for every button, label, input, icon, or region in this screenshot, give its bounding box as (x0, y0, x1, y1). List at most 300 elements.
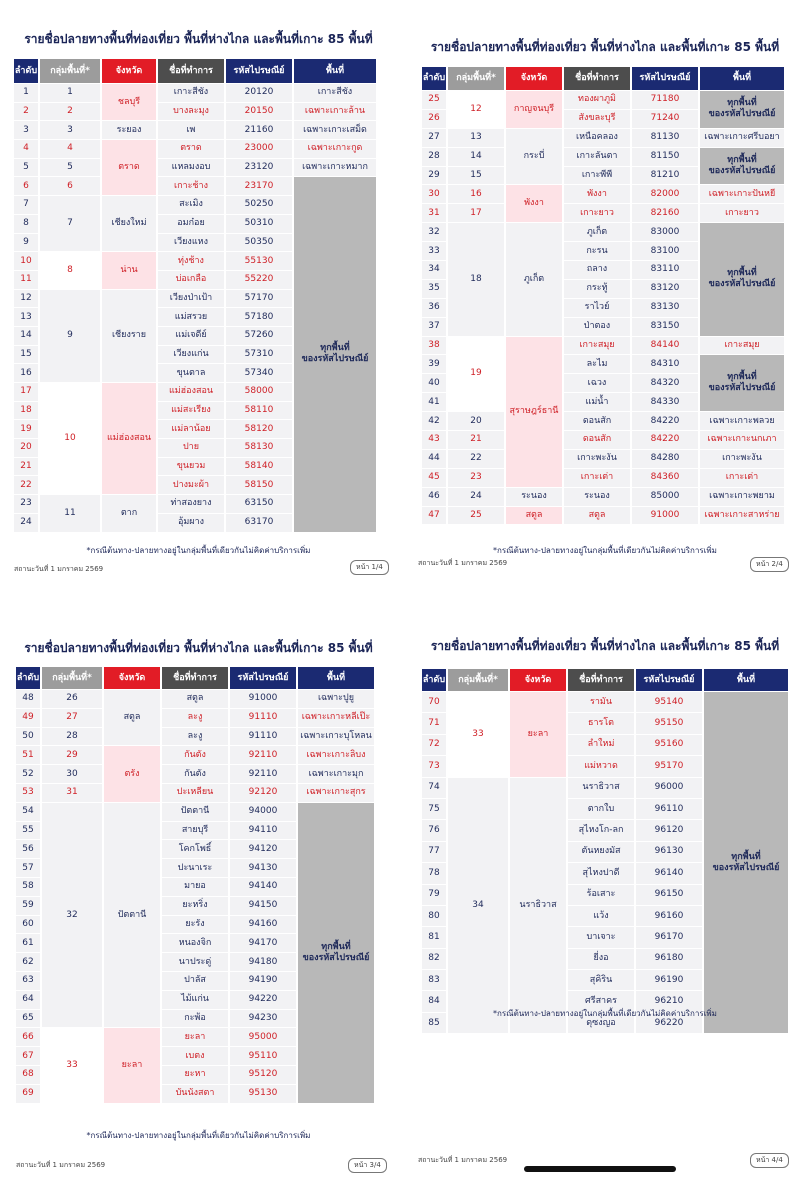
postal-code: 57260 (226, 327, 292, 345)
row-number: 14 (14, 327, 38, 345)
postal-code: 63170 (226, 514, 292, 532)
post-office-name: ไม้แก่น (162, 991, 228, 1009)
status-date: สถานะวันที่ 1 มกราคม 2569 (418, 559, 508, 567)
postal-code: 71240 (632, 110, 698, 128)
row-number: 8 (14, 215, 38, 233)
row-number: 21 (14, 458, 38, 476)
post-office-name: ปะเหลียน (162, 784, 228, 802)
area-scope: เฉพาะเกาะกูด (294, 140, 376, 158)
col-header-no: ลำดับ (16, 667, 40, 689)
area-scope: ทุกพื้นที่ ของรหัสไปรษณีย์ (700, 223, 784, 335)
row-number: 78 (422, 863, 446, 883)
post-office-name: ตราด (158, 140, 224, 158)
row-number: 19 (14, 420, 38, 438)
post-office-name: แม่สะเรียง (158, 402, 224, 420)
postal-code: 95000 (230, 1028, 296, 1046)
post-office-name: ธารโต (568, 713, 634, 733)
postal-code: 50250 (226, 196, 292, 214)
post-office-name: สุไหงโก-ลก (568, 820, 634, 840)
col-header-group: กลุ่มพื้นที่* (448, 67, 504, 90)
page-title: รายชื่อปลายทางพื้นที่ท่องเที่ยว พื้นที่ห่างไกล และพื้นที่เกาะ 85 พื้นที่ (24, 641, 373, 655)
row-number: 53 (16, 784, 40, 802)
postal-code: 91110 (230, 709, 296, 727)
area-group: 13 (448, 129, 504, 147)
col-header-province: จังหวัด (506, 67, 562, 90)
row-number: 72 (422, 735, 446, 755)
row-number: 68 (16, 1066, 40, 1084)
postal-code: 95170 (636, 756, 702, 776)
postal-code: 84140 (632, 337, 698, 355)
area-scope: เกาะสมุย (700, 337, 784, 355)
postal-code: 83120 (632, 280, 698, 298)
row-number: 25 (422, 91, 446, 109)
area-group: 20 (448, 412, 504, 430)
province-name: สุราษฎร์ธานี (506, 337, 562, 487)
post-office-name: มายอ (162, 878, 228, 896)
province-name: เชียงใหม่ (102, 196, 156, 251)
destination-table (14, 59, 384, 532)
postal-code: 58120 (226, 420, 292, 438)
row-number: 60 (16, 916, 40, 934)
postal-code: 20150 (226, 103, 292, 121)
postal-code: 83150 (632, 318, 698, 336)
col-header-province: จังหวัด (102, 59, 156, 83)
postal-code: 82000 (632, 185, 698, 203)
row-number: 3 (14, 121, 38, 139)
postal-code: 94150 (230, 897, 296, 915)
province-name: แม่ฮ่องสอน (102, 383, 156, 494)
area-group: 30 (42, 765, 102, 783)
postal-code: 94160 (230, 916, 296, 934)
area-group: 18 (448, 223, 504, 335)
area-scope: เฉพาะเกาะล้าน (294, 103, 376, 121)
postal-code: 96110 (636, 799, 702, 819)
postal-code: 83000 (632, 223, 698, 241)
row-number: 57 (16, 859, 40, 877)
province-name: พังงา (506, 185, 562, 222)
area-group: 31 (42, 784, 102, 802)
postal-code: 94220 (230, 991, 296, 1009)
row-number: 7 (14, 196, 38, 214)
postal-code: 94190 (230, 972, 296, 990)
postal-code: 23170 (226, 177, 292, 195)
postal-code: 84220 (632, 412, 698, 430)
postal-code: 96160 (636, 906, 702, 926)
area-group: 28 (42, 728, 102, 746)
area-group: 22 (448, 450, 504, 468)
row-number: 15 (14, 346, 38, 364)
postal-code: 23000 (226, 140, 292, 158)
post-office-name: สตูล (564, 507, 630, 525)
postal-code: 96000 (636, 778, 702, 798)
page-title: รายชื่อปลายทางพื้นที่ท่องเที่ยว พื้นที่ห่างไกล และพื้นที่เกาะ 85 พื้นที่ (430, 40, 780, 54)
postal-code: 57180 (226, 308, 292, 326)
area-scope: เฉพาะเกาะพยาม (700, 488, 784, 506)
postal-code: 96130 (636, 842, 702, 862)
postal-code: 92110 (230, 746, 296, 764)
post-office-name: ราไวย์ (564, 299, 630, 317)
post-office-name: รามัน (568, 692, 634, 712)
area-group: 26 (42, 690, 102, 708)
row-number: 31 (422, 204, 446, 222)
post-office-name: เกาะยาว (564, 204, 630, 222)
area-group: 32 (42, 803, 102, 1028)
postal-code: 95160 (636, 735, 702, 755)
status-date: สถานะวันที่ 1 มกราคม 2569 (14, 565, 104, 573)
province-name: นราธิวาส (510, 778, 566, 1034)
area-group: 14 (448, 148, 504, 166)
postal-code: 96170 (636, 927, 702, 947)
area-group: 2 (40, 103, 100, 121)
post-office-name: แม่น้ำ (564, 393, 630, 411)
province-name: ปัตตานี (104, 803, 160, 1028)
row-number: 63 (16, 972, 40, 990)
post-office-name: ร้อเสาะ (568, 885, 634, 905)
postal-code: 50310 (226, 215, 292, 233)
home-indicator[interactable] (524, 1166, 676, 1172)
province-name: ระยอง (102, 121, 156, 139)
row-number: 18 (14, 402, 38, 420)
col-header-office: ชื่อที่ทำการ (162, 667, 228, 689)
postal-code: 91110 (230, 728, 296, 746)
postal-code: 84330 (632, 393, 698, 411)
province-name: ภูเก็ต (506, 223, 562, 335)
row-number: 10 (14, 252, 38, 270)
province-name: ตาก (102, 495, 156, 531)
area-scope: เกาะเต่า (700, 469, 784, 487)
post-office-name: ทองผาภูมิ (564, 91, 630, 109)
post-office-name: ละไม (564, 355, 630, 373)
post-office-name: เกาะพะงัน (564, 450, 630, 468)
row-number: 26 (422, 110, 446, 128)
row-number: 17 (14, 383, 38, 401)
postal-code: 94130 (230, 859, 296, 877)
area-group: 19 (448, 337, 504, 412)
area-scope: ทุกพื้นที่ ของรหัสไปรษณีย์ (704, 692, 788, 1033)
area-scope: เฉพาะเกาะศรีบอยา (700, 129, 784, 147)
postal-code: 55130 (226, 252, 292, 270)
postal-code: 58130 (226, 439, 292, 457)
col-header-province: จังหวัด (104, 667, 160, 689)
province-name: กระบี่ (506, 129, 562, 185)
province-name: ชลบุรี (102, 84, 156, 120)
post-office-name: ปัตตานี (162, 803, 228, 821)
area-group: 4 (40, 140, 100, 158)
postal-code: 57340 (226, 364, 292, 382)
postal-code: 84320 (632, 374, 698, 392)
footnote: *กรณีต้นทาง-ปลายทางอยู่ในกลุ่มพื้นที่เดียวกันไม่คิดค่าบริการเพิ่ม (86, 546, 311, 555)
post-office-name: ท่าสองยาง (158, 495, 224, 513)
postal-code: 95140 (636, 692, 702, 712)
col-header-province: จังหวัด (510, 669, 566, 691)
post-office-name: แม่เจดีย์ (158, 327, 224, 345)
postal-code: 91000 (632, 507, 698, 525)
area-scope: เฉพาะเกาะปันหยี (700, 185, 784, 203)
row-number: 1 (14, 84, 38, 102)
postal-code: 96210 (636, 991, 702, 1011)
col-header-group: กลุ่มพื้นที่* (40, 59, 100, 83)
col-header-zip: รหัสไปรษณีย์ (636, 669, 702, 691)
postal-code: 82160 (632, 204, 698, 222)
post-office-name: ยะลา (162, 1028, 228, 1046)
status-date: สถานะวันที่ 1 มกราคม 2569 (16, 1161, 106, 1169)
area-scope: เฉพาะเกาะหลีเป๊ะ (298, 709, 374, 727)
post-office-name: สายบุรี (162, 822, 228, 840)
postal-code: 96190 (636, 970, 702, 990)
post-office-name: เกาะลันตา (564, 148, 630, 166)
area-scope: เฉพาะเกาะสุกร (298, 784, 374, 802)
page-number: หน้า 3/4 (348, 1158, 387, 1173)
post-office-name: กะรน (564, 242, 630, 260)
postal-code: 84220 (632, 431, 698, 449)
postal-code: 94230 (230, 1010, 296, 1028)
col-header-office: ชื่อที่ทำการ (158, 59, 224, 83)
area-scope: ทุกพื้นที่ ของรหัสไปรษณีย์ (700, 148, 784, 185)
area-group: 17 (448, 204, 504, 222)
post-office-name: กะพ้อ (162, 1010, 228, 1028)
col-header-area: พื้นที่ (298, 667, 374, 689)
post-office-name: ดอนสัก (564, 412, 630, 430)
province-name: สตูล (506, 507, 562, 525)
row-number: 37 (422, 318, 446, 336)
post-office-name: ยี่งอ (568, 949, 634, 969)
area-group: 8 (40, 252, 100, 288)
status-date: สถานะวันที่ 1 มกราคม 2569 (418, 1156, 508, 1164)
post-office-name: ตันหยงมัส (568, 842, 634, 862)
postal-code: 58110 (226, 402, 292, 420)
row-number: 73 (422, 756, 446, 776)
area-scope: เกาะสีชัง (294, 84, 376, 102)
row-number: 48 (16, 690, 40, 708)
post-office-name: สตูล (162, 690, 228, 708)
area-group: 25 (448, 507, 504, 525)
post-office-name: ละงู (162, 709, 228, 727)
province-name: น่าน (102, 252, 156, 288)
area-scope: เฉพาะเกาะบุโหลน (298, 728, 374, 746)
post-office-name: ศรีสาคร (568, 991, 634, 1011)
area-scope: เฉพาะเกาะสาหร่าย (700, 507, 784, 525)
area-group: 23 (448, 469, 504, 487)
row-number: 47 (422, 507, 446, 525)
row-number: 76 (422, 820, 446, 840)
post-office-name: นราธิวาส (568, 778, 634, 798)
post-office-name: แม่สรวย (158, 308, 224, 326)
post-office-name: เกาะช้าง (158, 177, 224, 195)
row-number: 43 (422, 431, 446, 449)
postal-code: 81150 (632, 148, 698, 166)
footnote: *กรณีต้นทาง-ปลายทางอยู่ในกลุ่มพื้นที่เดียวกันไม่คิดค่าบริการเพิ่ม (493, 1009, 717, 1018)
area-scope: เฉพาะเกาะเสม็ด (294, 121, 376, 139)
page-2 (412, 22, 798, 577)
postal-code: 20120 (226, 84, 292, 102)
area-group: 33 (42, 1028, 102, 1102)
area-group: 3 (40, 121, 100, 139)
postal-code: 84360 (632, 469, 698, 487)
post-office-name: ละงู (162, 728, 228, 746)
page-number: หน้า 2/4 (750, 557, 789, 572)
postal-code: 81210 (632, 167, 698, 185)
postal-code: 81130 (632, 129, 698, 147)
post-office-name: ลำใหม่ (568, 735, 634, 755)
row-number: 69 (16, 1085, 40, 1103)
page-title: รายชื่อปลายทางพื้นที่ท่องเที่ยว พื้นที่ห่างไกล และพื้นที่เกาะ 85 พื้นที่ (24, 32, 373, 46)
row-number: 85 (422, 1013, 446, 1033)
postal-code: 92110 (230, 765, 296, 783)
post-office-name: อมก๋อย (158, 215, 224, 233)
post-office-name: ป่าตอง (564, 318, 630, 336)
post-office-name: ภูเก็ต (564, 223, 630, 241)
post-office-name: หนองจิก (162, 934, 228, 952)
area-scope: ทุกพื้นที่ ของรหัสไปรษณีย์ (700, 91, 784, 128)
postal-code: 94000 (230, 803, 296, 821)
post-office-name: อุ้มผาง (158, 514, 224, 532)
postal-code: 96150 (636, 885, 702, 905)
row-number: 22 (14, 476, 38, 494)
postal-code: 95150 (636, 713, 702, 733)
row-number: 42 (422, 412, 446, 430)
area-scope: ทุกพื้นที่ ของรหัสไปรษณีย์ (700, 355, 784, 411)
post-office-name: ตากใบ (568, 799, 634, 819)
row-number: 5 (14, 159, 38, 177)
post-office-name: บันนังสตา (162, 1085, 228, 1103)
row-number: 28 (422, 148, 446, 166)
post-office-name: ยะหา (162, 1066, 228, 1084)
postal-code: 58150 (226, 476, 292, 494)
col-header-zip: รหัสไปรษณีย์ (230, 667, 296, 689)
post-office-name: ปางมะผ้า (158, 476, 224, 494)
postal-code: 21160 (226, 121, 292, 139)
postal-code: 94110 (230, 822, 296, 840)
area-scope: เฉพาะเกาะหมาก (294, 159, 376, 177)
row-number: 82 (422, 949, 446, 969)
col-header-area: พื้นที่ (700, 67, 784, 90)
row-number: 20 (14, 439, 38, 457)
post-office-name: แหลมงอบ (158, 159, 224, 177)
row-number: 45 (422, 469, 446, 487)
post-office-name: สังขละบุรี (564, 110, 630, 128)
col-header-zip: รหัสไปรษณีย์ (632, 67, 698, 90)
row-number: 80 (422, 906, 446, 926)
area-group: 29 (42, 746, 102, 764)
row-number: 13 (14, 308, 38, 326)
postal-code: 95120 (230, 1066, 296, 1084)
area-group: 27 (42, 709, 102, 727)
province-name: กาญจนบุรี (506, 91, 562, 128)
post-office-name: เฉวง (564, 374, 630, 392)
post-office-name: เกาะสมุย (564, 337, 630, 355)
postal-code: 58000 (226, 383, 292, 401)
area-scope: เกาะพะงัน (700, 450, 784, 468)
post-office-name: ระนอง (564, 488, 630, 506)
row-number: 4 (14, 140, 38, 158)
col-header-group: กลุ่มพื้นที่* (448, 669, 508, 691)
row-number: 49 (16, 709, 40, 727)
area-scope: เกาะยาว (700, 204, 784, 222)
area-scope: ทุกพื้นที่ ของรหัสไปรษณีย์ (294, 177, 376, 531)
post-office-name: สุคิริน (568, 970, 634, 990)
post-office-name: ยะรัง (162, 916, 228, 934)
area-group: 9 (40, 290, 100, 382)
postal-code: 83100 (632, 242, 698, 260)
postal-code: 96120 (636, 820, 702, 840)
province-name: เชียงราย (102, 290, 156, 382)
post-office-name: พังงา (564, 185, 630, 203)
post-office-name: เกาะสีชัง (158, 84, 224, 102)
row-number: 38 (422, 337, 446, 355)
page-title: รายชื่อปลายทางพื้นที่ท่องเที่ยว พื้นที่ห่างไกล และพื้นที่เกาะ 85 พื้นที่ (430, 639, 780, 653)
destination-table (422, 669, 790, 1033)
area-scope: เฉพาะเกาะนกเภา (700, 431, 784, 449)
row-number: 70 (422, 692, 446, 712)
post-office-name: เกาะพีพี (564, 167, 630, 185)
post-office-name: ขุนยวม (158, 458, 224, 476)
area-scope: เฉพาะปูยู (298, 690, 374, 708)
post-office-name: โคกโพธิ์ (162, 840, 228, 858)
postal-code: 84310 (632, 355, 698, 373)
province-name: ยะลา (104, 1028, 160, 1102)
area-group: 21 (448, 431, 504, 449)
row-number: 46 (422, 488, 446, 506)
col-header-zip: รหัสไปรษณีย์ (226, 59, 292, 83)
postal-code: 71180 (632, 91, 698, 109)
postal-code: 84280 (632, 450, 698, 468)
row-number: 23 (14, 495, 38, 513)
row-number: 66 (16, 1028, 40, 1046)
destination-table (16, 667, 382, 1103)
area-group: 5 (40, 159, 100, 177)
row-number: 9 (14, 234, 38, 252)
province-name: สตูล (104, 690, 160, 745)
row-number: 34 (422, 261, 446, 279)
row-number: 62 (16, 953, 40, 971)
row-number: 64 (16, 991, 40, 1009)
row-number: 35 (422, 280, 446, 298)
area-group: 10 (40, 383, 100, 494)
col-header-group: กลุ่มพื้นที่* (42, 667, 102, 689)
postal-code: 58140 (226, 458, 292, 476)
page-number: หน้า 4/4 (750, 1153, 789, 1168)
page-4 (412, 627, 798, 1172)
row-number: 24 (14, 514, 38, 532)
postal-code: 95130 (230, 1085, 296, 1103)
col-header-office: ชื่อที่ทำการ (568, 669, 634, 691)
post-office-name: เหนือคลอง (564, 129, 630, 147)
post-office-name: ปะนาเระ (162, 859, 228, 877)
post-office-name: ยะหริ่ง (162, 897, 228, 915)
post-office-name: แว้ง (568, 906, 634, 926)
row-number: 56 (16, 840, 40, 858)
row-number: 41 (422, 393, 446, 411)
postal-code: 63150 (226, 495, 292, 513)
area-group: 34 (448, 778, 508, 1034)
post-office-name: ถลาง (564, 261, 630, 279)
post-office-name: เพ (158, 121, 224, 139)
post-office-name: ขุนตาล (158, 364, 224, 382)
post-office-name: ดอนสัก (564, 431, 630, 449)
postal-code: 83110 (632, 261, 698, 279)
row-number: 58 (16, 878, 40, 896)
row-number: 40 (422, 374, 446, 392)
area-group: 7 (40, 196, 100, 251)
row-number: 2 (14, 103, 38, 121)
post-office-name: ดุซงญอ (568, 1013, 634, 1033)
row-number: 33 (422, 242, 446, 260)
row-number: 39 (422, 355, 446, 373)
row-number: 71 (422, 713, 446, 733)
postal-code: 95110 (230, 1047, 296, 1065)
row-number: 77 (422, 842, 446, 862)
col-header-no: ลำดับ (14, 59, 38, 83)
